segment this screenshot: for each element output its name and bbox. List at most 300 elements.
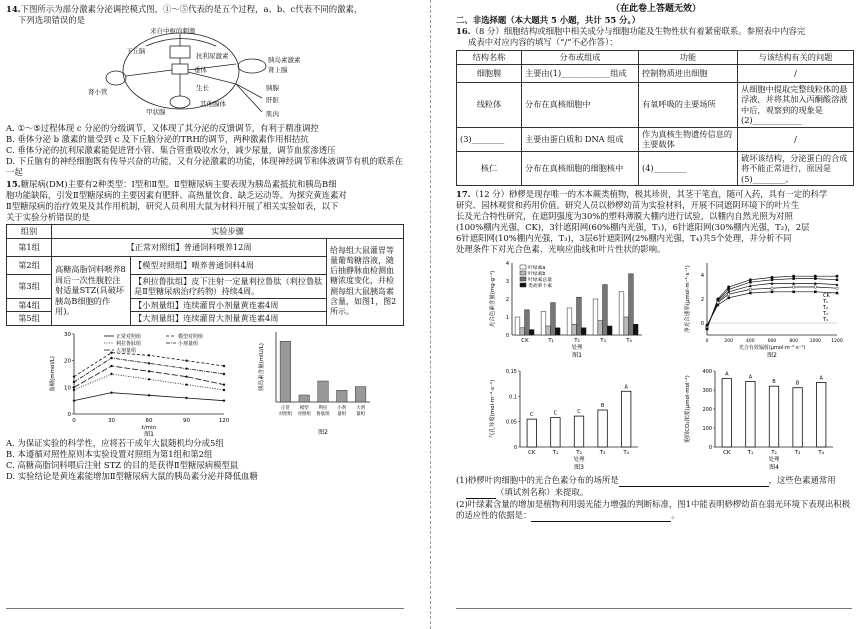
bar — [520, 328, 525, 335]
x-axis-label: 处理 — [768, 457, 780, 463]
q16-table-header — [457, 51, 854, 65]
significance-letter: A — [725, 371, 729, 378]
significance-letter: C — [577, 409, 581, 416]
q17-stem — [456, 189, 856, 255]
q15-stem-line-4: 关于实验分析错误的是 — [6, 212, 90, 222]
bar-2 — [746, 381, 755, 447]
figure-caption: 图1 — [572, 352, 582, 359]
x-tick-label: T₄ — [818, 450, 824, 456]
x-tick-label: 正常 — [280, 405, 290, 411]
step-cell: 【小剂量组】连续灌胃小剂量黄连素4周 — [131, 298, 327, 312]
q16-stem-1 — [456, 26, 856, 37]
x-tick-label: 800 — [789, 339, 798, 344]
header-question: 与该结构有关的问题 — [738, 51, 854, 65]
x-tick-label: 量组 — [337, 411, 347, 417]
data-point — [110, 391, 112, 393]
label-kidney-tubule: 肾小管 — [88, 88, 108, 96]
bar — [581, 328, 586, 335]
x-tick-label: 120 — [218, 417, 230, 424]
legend-label: 模型对照组 — [178, 333, 204, 340]
hormone-regulation-diagram — [86, 26, 326, 121]
bar — [619, 292, 624, 335]
y-tick-label: 3 — [505, 279, 509, 285]
group-cell: 第2组 — [7, 256, 52, 274]
data-point — [185, 359, 187, 361]
q14-stem-text-1: 下图所示为部分激素分泌调控模式图，①～⑤代表的是五个过程，a、b、c代表不同的激素， — [20, 4, 363, 14]
data-point — [148, 362, 150, 364]
significance-letter: C — [530, 412, 534, 419]
data-point — [185, 396, 187, 398]
page-gutter — [430, 0, 432, 629]
q14-option-a[interactable]: A. ①～⑤过程体现 c 分泌的分级调节，又体现了其分泌的反馈调节，有利于精准调控 — [6, 123, 319, 133]
x-tick-label: 30 — [108, 417, 115, 424]
figure-caption: 图3 — [574, 464, 584, 471]
cell[interactable]: (4)________ — [639, 151, 738, 186]
x-axis-label: t/min — [141, 424, 157, 431]
q17-sub1-text-c: （填试剂名称）来提取。 — [496, 487, 589, 497]
q15-stem — [6, 179, 406, 223]
data-point — [771, 291, 774, 294]
data-point — [73, 375, 75, 377]
q16-number: 16. — [456, 26, 471, 36]
bar-1 — [722, 379, 731, 447]
step-cell: 【利拉鲁肽组】皮下注射一定量利拉鲁肽（利拉鲁肽是Ⅱ型糖尿病治疗药物）持续4周。 — [131, 274, 327, 298]
data-point — [814, 277, 817, 280]
bar-5 — [355, 386, 366, 401]
q17-stem-line-6: 处理条件下对光合色素、光响应曲线和叶片性状的影响。 — [456, 244, 666, 254]
x-tick-label: CK — [528, 450, 536, 456]
q15-options — [6, 438, 406, 482]
x-tick-label: 鲁肽组 — [316, 411, 330, 417]
significance-letter: B — [600, 403, 605, 410]
x-tick-label: T₃ — [794, 450, 801, 456]
bar — [541, 312, 546, 335]
x-tick-label: T₁ — [552, 450, 559, 456]
x-tick-label: 200 — [724, 339, 733, 344]
q17-figures — [456, 255, 856, 475]
right-footer-rule — [456, 608, 852, 609]
header-group: 组别 — [7, 225, 52, 239]
bar — [555, 328, 560, 335]
data-point — [223, 364, 225, 366]
x-tick-label: T₃ — [600, 338, 606, 344]
cell[interactable]: 从细胞中提取完整线粒体的悬浮液，并将其加入丙酮酸溶液中后，观察到的现象是(2)____________ — [738, 82, 854, 127]
legend-label: T₂ — [823, 305, 829, 311]
q15-number: 15. — [6, 179, 21, 189]
label-pituitary: 垂体 — [194, 66, 207, 74]
cell: 控制物质进出细胞 — [639, 64, 738, 82]
y-tick-label: 0 — [505, 333, 509, 339]
cell: 核仁 — [457, 151, 522, 186]
bar-4 — [793, 388, 802, 447]
label-hypothalamus: 下丘脑 — [126, 47, 146, 55]
q15-experiment-table — [6, 224, 404, 326]
figure-caption: 图4 — [769, 464, 779, 471]
q17-sub1 — [456, 475, 856, 487]
table-row — [457, 82, 854, 127]
bar-1 — [280, 341, 291, 402]
bar — [598, 321, 603, 335]
y-tick-label: 300 — [702, 388, 712, 394]
data-point — [148, 378, 150, 380]
table-row — [457, 64, 854, 82]
bar — [567, 308, 572, 335]
y-tick-label: 100 — [702, 426, 712, 432]
q16-structure-table — [456, 50, 854, 186]
label-other-glands: 其他腺体 — [200, 100, 226, 108]
data-point — [836, 292, 839, 295]
step-cell: 【正常对照组】普通饲料喂养12周 — [52, 238, 327, 256]
y-axis-label: 光合色素含量(mg·g⁻¹) — [490, 270, 496, 328]
series-line-3 — [74, 374, 224, 390]
x-tick-label: 600 — [767, 339, 777, 344]
x-axis-label: 光合有效辐射(μmol·m⁻²·s⁻¹) — [738, 345, 806, 351]
x-tick-label: T₂ — [771, 450, 777, 456]
cell: 分布在真核细胞中 — [522, 82, 639, 127]
y-tick-label: 4 — [505, 261, 509, 267]
data-point — [836, 279, 839, 282]
q17-figure-4-co2-bars — [681, 363, 851, 475]
data-point — [110, 351, 112, 353]
bar-5 — [621, 391, 630, 447]
data-point — [148, 354, 150, 356]
q17-stem-line-1 — [456, 189, 856, 200]
data-point — [223, 372, 225, 374]
q14-option-b[interactable]: B. 垂体分泌 b 激素的量受到 c 及下丘脑分泌的TRH的调节，两种激素作用相拮抗 — [6, 134, 309, 144]
q14-option-d[interactable]: D. 下丘脑有的神经细胞既有传导兴奋的功能，又有分泌激素的功能，体现神经调节和体液调节有机的联系在一起 — [6, 156, 403, 177]
bar — [515, 317, 520, 335]
header-function: 功能 — [639, 51, 738, 65]
y-axis-label: 血糖(mmol/L) — [50, 355, 56, 392]
legend-swatch — [520, 283, 526, 287]
y-tick-label: 0.05 — [505, 419, 517, 426]
legend-label: T₁ — [823, 299, 829, 305]
legend-swatch — [520, 271, 526, 275]
cell[interactable]: 破坏该结构，分泌蛋白的合成将不能正常进行，原因是(5)________。 — [738, 151, 854, 186]
x-tick-label: T₃ — [599, 450, 606, 456]
significance-letter: A — [748, 374, 753, 381]
table-row — [457, 127, 854, 151]
x-tick-label: T₄ — [623, 450, 629, 456]
body-outline — [123, 33, 239, 109]
label-insulin-hormone: 胰岛素激素 — [268, 56, 301, 64]
x-tick-label: 1000 — [809, 339, 822, 344]
legend-label: 利拉鲁肽组 — [116, 340, 142, 347]
data-point — [223, 399, 225, 401]
x-tick-label: 大剂 — [356, 405, 366, 411]
significance-letter: C — [553, 410, 558, 417]
group-cell: 第3组 — [7, 274, 52, 298]
bar-1 — [527, 419, 536, 447]
bar — [593, 299, 598, 335]
q17-figure-3-stomatal-bars — [486, 363, 656, 475]
q15-option-b[interactable]: B. 本遵循对照性原则本实验设置对照组为第1组和第2组 — [6, 448, 213, 459]
q14-options — [6, 123, 406, 178]
cell: / — [738, 64, 854, 82]
header-composition: 分布或组成 — [522, 51, 639, 65]
x-tick-label: 90 — [183, 417, 190, 424]
significance-letter: A — [624, 384, 628, 391]
legend-label: 叶绿素a — [528, 266, 546, 271]
legend-label: T₃ — [823, 311, 829, 317]
data-point — [727, 286, 730, 289]
table-row — [457, 151, 854, 186]
q17-stem-text-1: （12 分）桫椤是现存唯一的木本蕨类植物，极其珍贵，其茎干笔直，随可入药，具有一定的科学 — [470, 189, 828, 199]
x-axis-label: 处理 — [571, 345, 583, 351]
table-row — [7, 238, 404, 256]
merged-right-cell: 给每组大鼠灌胃等量葡萄糖溶液，随后抽静脉血检测血糖浓度变化，并检测每组大鼠胰岛素含量，如图1，图2所示。 — [327, 238, 404, 325]
x-tick-label: 小剂 — [337, 405, 347, 411]
significance-letter: A — [819, 375, 823, 382]
data-point — [771, 287, 774, 290]
legend-label: T₄ — [823, 317, 829, 323]
x-tick-label: T₁ — [548, 338, 554, 344]
y-axis-label: 气孔导度(mol·m⁻²·s⁻¹) — [490, 379, 496, 439]
bar-3 — [769, 386, 778, 447]
bar — [607, 326, 612, 335]
x-tick-label: CK — [521, 338, 529, 344]
data-point — [771, 279, 774, 282]
data-point — [814, 291, 817, 294]
q17-figure-1-pigment-bars — [486, 257, 656, 361]
data-point — [73, 388, 75, 390]
data-point — [110, 356, 112, 358]
header-structure: 结构名称 — [457, 51, 522, 65]
bar — [529, 330, 534, 335]
x-axis-label: 处理 — [573, 457, 585, 463]
cell: 线粒体 — [457, 82, 522, 127]
legend-label: 叶绿素总量 — [528, 278, 552, 283]
q15-option-a[interactable]: A. 为保证实验的科学性，应将若干成年大鼠随机均分成5组 — [6, 437, 224, 448]
y-tick-label: 400 — [702, 369, 712, 375]
group-cell: 第1组 — [7, 238, 52, 256]
data-point — [836, 287, 839, 290]
data-point — [185, 375, 187, 377]
y-tick-label: 2 — [700, 297, 704, 303]
data-point — [148, 394, 150, 396]
q17-stem-line-2: 研究、园林观赏和药用价值。研究人员以桫椤幼苗为实验材料，开展不同遮阴环境下的叶片生 — [456, 200, 800, 210]
q16-stem-2: 成表中对应内容的填写（“/”不必作答）： — [468, 37, 618, 47]
series-line-5 — [707, 292, 837, 326]
q15-figure-1-line-chart — [46, 326, 246, 438]
label-muscle: 肌肉 — [266, 110, 279, 118]
data-point — [706, 324, 709, 327]
y-tick-label: 0 — [513, 445, 517, 451]
data-point — [749, 281, 752, 284]
series-line-5 — [74, 366, 224, 387]
q15-stem-line-2: 胞功能缺陷，引发Ⅱ型糖尿病的主要因素有肥胖、高热量饮食、缺乏运动等。为探究黄连素对 — [6, 190, 347, 200]
data-point — [73, 380, 75, 382]
bar-3 — [318, 381, 329, 402]
label-liver: 肝脏 — [266, 96, 279, 104]
data-point — [792, 286, 795, 289]
cell: 作为真核生物遗传信息的主要载体 — [639, 127, 738, 151]
y-tick-label: 200 — [702, 407, 712, 413]
q16-stem-text-1: （8 分）细胞结构或细胞中相关成分与细胞功能及生物性状有着紧密联系。参照表中内容完 — [470, 26, 806, 36]
label-growth: 生长 — [196, 84, 209, 92]
legend-label: 正常对照组 — [116, 333, 142, 340]
header-steps: 实验步骤 — [52, 225, 404, 239]
cell: 细胞膜 — [457, 64, 522, 82]
y-tick-label: 1 — [505, 315, 509, 321]
legend-label: 叶绿素b — [528, 272, 546, 277]
bar — [624, 317, 629, 335]
left-page — [6, 0, 406, 629]
y-axis-label: 胰岛素含量(mIU/L) — [259, 342, 265, 391]
figure-caption: 图2 — [767, 352, 777, 359]
cell: 分布在真核细胞的细胞核中 — [522, 151, 639, 186]
data-point — [223, 383, 225, 385]
cell[interactable]: 主要由(1)____________组成 — [522, 64, 639, 82]
y-tick-label: 0 — [700, 321, 704, 327]
bar-3 — [574, 416, 583, 447]
x-tick-label: 60 — [145, 417, 153, 424]
data-point — [717, 301, 720, 304]
legend-label: 小剂量组 — [178, 340, 199, 347]
x-tick-label: T₂ — [576, 450, 582, 456]
label-adrenal: 肾上腺 — [268, 66, 288, 74]
y-tick-label: 0 — [708, 445, 712, 451]
q14-stem-1 — [6, 4, 406, 15]
q17-sub1-text-a: (1)桫椤叶肉细胞中的光合色素分布的场所是 — [456, 475, 619, 485]
q15-stem-text-1: 糖尿病(DM)主要有2种类型：Ⅰ型和Ⅱ型。Ⅱ型糖尿病主要表现为胰岛素抵抗和胰岛B细 — [20, 179, 337, 189]
bar-4 — [337, 390, 348, 402]
q17-figure-2-light-response — [681, 257, 851, 361]
legend-label: CK — [823, 293, 830, 299]
x-tick-label: 量组 — [356, 411, 366, 417]
cell[interactable]: (3)________ — [457, 127, 522, 151]
x-tick-label: 对照组 — [278, 411, 293, 417]
right-page — [456, 0, 856, 629]
bar — [577, 297, 582, 335]
series-line-2 — [707, 279, 837, 328]
x-tick-label: T₂ — [574, 338, 580, 344]
step-cell: 【模型对照组】喂养普通饲料4周 — [131, 256, 327, 274]
thyroid-shape — [170, 96, 190, 108]
bar — [525, 310, 530, 335]
data-point — [814, 286, 817, 289]
y-tick-label: 30 — [64, 331, 71, 338]
figure-caption: 图1 — [144, 430, 154, 438]
legend-label: 类胡萝卜素 — [528, 284, 552, 289]
answer-blank[interactable] — [531, 510, 671, 522]
bar — [603, 285, 608, 335]
section-heading: 二、非选择题（本大题共 5 小题，共计 55 分。） — [456, 15, 641, 25]
bar-4 — [598, 410, 607, 447]
y-tick-label: 20 — [64, 358, 71, 365]
x-tick-label: 400 — [746, 339, 755, 344]
significance-letter: B — [795, 380, 800, 387]
answer-blank[interactable] — [619, 475, 769, 487]
y-tick-label: 4 — [700, 273, 704, 279]
data-point — [749, 288, 752, 291]
merged-left-cell: 高糖高脂饲料喂养8周后一次性腹腔注射适量STZ(具破坏胰岛B细胞的作用)。 — [52, 256, 131, 325]
bar — [629, 274, 634, 335]
bar — [633, 324, 638, 335]
data-point — [727, 297, 730, 300]
data-point — [148, 370, 150, 372]
y-tick-label: 10 — [64, 384, 71, 391]
q17-subquestions — [456, 475, 856, 522]
x-tick-label: 0 — [705, 339, 709, 344]
q17-stem-line-5: 6针遮阳网(10%棚内光强，T₃)，3层6针遮阳网(2%棚内光强，T₄)共5个处理，并分析不同 — [456, 233, 792, 243]
data-point — [110, 364, 112, 366]
q14-number: 14. — [6, 4, 21, 14]
no-answer-banner: （在此卷上答题无效） — [610, 4, 701, 14]
y-tick-label: 0 — [67, 411, 71, 418]
q17-sub1-text-b: ，这些色素通常用 — [768, 475, 836, 485]
y-tick-label: 0.15 — [505, 369, 517, 375]
bar-2 — [551, 418, 560, 447]
bar — [572, 324, 577, 335]
q17-sub2 — [456, 499, 856, 522]
bar — [546, 326, 551, 335]
q15-figures — [6, 326, 406, 438]
data-point — [73, 386, 75, 388]
step-cell: 【大剂量组】连续灌胃大剂量黄连素4周 — [131, 312, 327, 326]
q15-table-header — [7, 225, 404, 239]
cell: 主要由蛋白质和 DNA 组成 — [522, 127, 639, 151]
pituitary-box — [172, 64, 188, 74]
hypothalamus-box — [170, 46, 190, 58]
kidney-shape — [106, 71, 126, 85]
data-point — [73, 399, 75, 401]
significance-letter: B — [772, 379, 776, 386]
q15-option-d[interactable]: D. 实验结论是黄连素能增加Ⅱ型糖尿病大鼠的胰岛素分泌并降低血糖 — [6, 470, 258, 481]
bar-5 — [816, 382, 825, 447]
cell: 有氧呼吸的主要场所 — [639, 82, 738, 127]
brain-arc — [146, 39, 216, 47]
x-tick-label: T₁ — [747, 450, 754, 456]
data-point — [792, 275, 795, 278]
legend-label: 大剂量组 — [116, 347, 137, 354]
answer-blank[interactable] — [466, 487, 496, 499]
group-cell: 第4组 — [7, 298, 52, 312]
q17-sub2-end: 。 — [671, 510, 680, 520]
data-point — [814, 275, 817, 278]
data-point — [223, 388, 225, 390]
y-tick-label: 2 — [505, 297, 509, 303]
label-pancreas: 胰腺 — [266, 84, 279, 92]
q15-option-c[interactable]: C. 高糖高脂饲料喂后注射 STZ 的目的是获得Ⅱ型糖尿病模型鼠 — [6, 459, 239, 470]
q17-sub2-text: (2)叶绿素含量的增加是植物利用弱光能力增强的判断标准，图1中能表明桫椤幼苗在弱光环境下表现出积极的适应性的依据是： — [456, 499, 851, 520]
x-tick-label: CK — [723, 450, 731, 456]
legend-swatch — [520, 265, 526, 269]
x-tick-label: 1200 — [831, 339, 843, 344]
cell: / — [738, 127, 854, 151]
figure-caption: 图2 — [318, 428, 328, 436]
data-point — [749, 279, 752, 282]
q14-stem-2: 下列选项错误的是 — [18, 15, 85, 25]
data-point — [185, 367, 187, 369]
q15-figure-2-bar-chart — [256, 326, 376, 438]
label-cns: 来自中枢的刺激 — [150, 27, 196, 35]
group-cell: 第5组 — [7, 312, 52, 326]
x-tick-label: 模型 — [299, 405, 309, 411]
bar-2 — [299, 395, 310, 402]
x-tick-label: 0 — [72, 417, 76, 424]
x-tick-label: 对照组 — [297, 411, 311, 417]
data-point — [792, 291, 795, 294]
q15-stem-line-3: Ⅱ型糖尿病的治疗效果及其作用机制，研究人员利用大鼠为材料开展了相关实验如表，以下 — [6, 201, 339, 211]
y-axis-label: 胞间CO₂浓度(μmol·mol⁻¹) — [685, 375, 691, 443]
q17-stem-line-3: 长及光合特性研究，在遮阴强度为30%的塑料薄膜大棚内进行试验，以棚内自然光照为对照 — [456, 211, 793, 221]
q14-option-c[interactable]: C. 垂体分泌的抗利尿激素能促进肾小管、集合管重吸收水分，减少尿量，调节血浆渗透压 — [6, 145, 336, 155]
data-point — [727, 293, 730, 296]
left-footer-rule — [6, 608, 404, 609]
data-point — [792, 277, 795, 280]
series-line-1 — [74, 392, 224, 400]
